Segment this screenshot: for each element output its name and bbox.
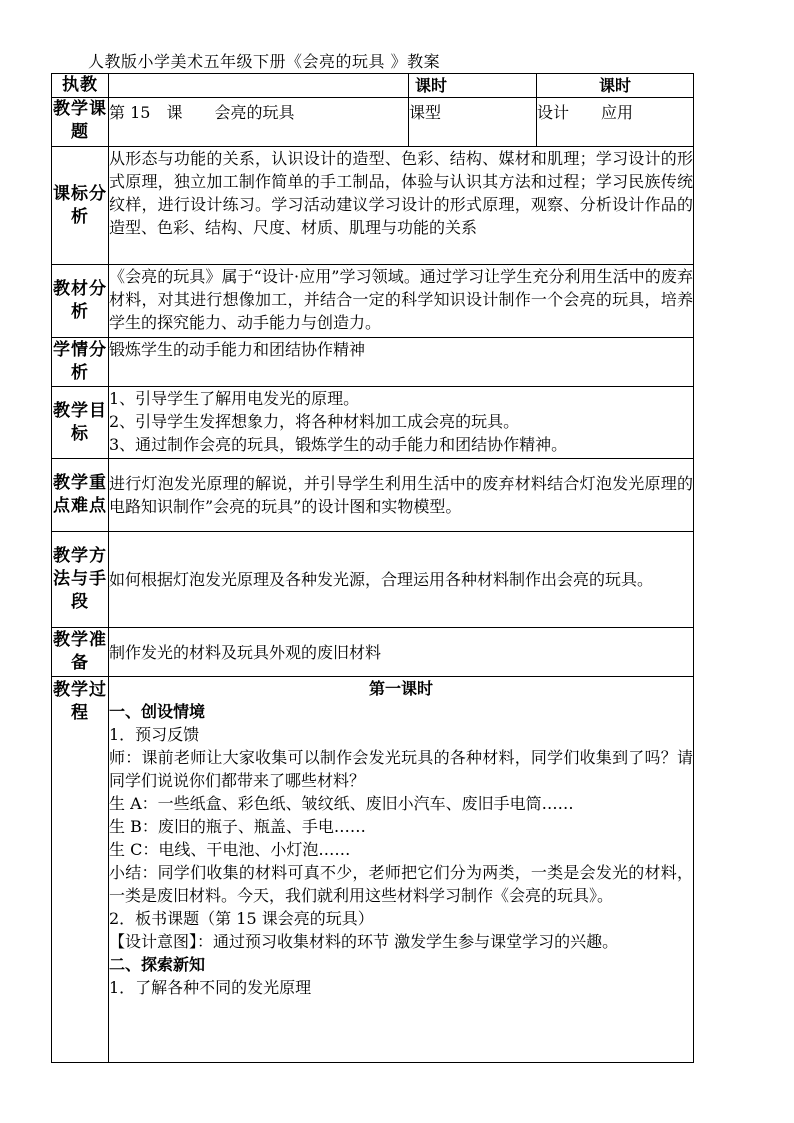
- curriculum-analysis-row: [52, 147, 694, 265]
- goal-item: 1、引导学生了解用电发光的原理。: [109, 389, 360, 408]
- textbook-analysis-row: [52, 265, 694, 338]
- goal-item: 2、引导学生发挥想象力，将各种材料加工成会亮的玩具。: [109, 412, 520, 431]
- section-text: 从形态与功能的关系，认识设计的造型、色彩、结构、媒材和肌理；学习设计的形式原理，独立加工制作简单的手工制品，体验与认识其方法和过程；学习民族传统纹样，进行设计练习。学习活动建议学习设计的形式原理，观察、分析设计作品的造型、色彩、结构、尺度、材质、肌理与功能的关系: [109, 147, 694, 265]
- key-points-row: [52, 459, 694, 532]
- section-label: 教学重点难点: [52, 459, 109, 532]
- teacher-value: [109, 74, 409, 98]
- teacher-label: 执教: [52, 74, 109, 98]
- step-heading: 1．预习反馈: [109, 725, 200, 744]
- summary: 小结：同学们收集的材料可真不少，老师把它们分为两类，一类是会发光的材料，一类是废旧材料。今天，我们就利用这些材料学习制作《会亮的玩具》。: [109, 863, 693, 905]
- topic-value: 第 15 课 会亮的玩具: [109, 98, 409, 147]
- document-title: 人教版小学美术五年级下册《会亮的玩具 》教案: [88, 52, 441, 71]
- teaching-process-row: [52, 677, 694, 1063]
- step-heading: 2．板书课题（第 15 课会亮的玩具）: [109, 909, 374, 928]
- part-heading: 一、创设情境: [109, 702, 206, 721]
- dialogue-student-b: 生 B：废旧的瓶子、瓶盖、手电……: [109, 817, 366, 836]
- lesson-type-label: 课型: [409, 98, 537, 147]
- teaching-goals-row: [52, 387, 694, 459]
- section-text: 进行灯泡发光原理的解说，并引导学生利用生活中的废弃材料结合灯泡发光原理的电路知识制作”会亮的玩具”的设计图和实物模型。: [109, 459, 694, 532]
- teaching-goals: [109, 387, 694, 459]
- section-text: 锻炼学生的动手能力和团结协作精神: [109, 338, 694, 387]
- section-label: 课标分析: [52, 147, 109, 265]
- section-label: 教学方法与手段: [52, 532, 109, 628]
- section-label: 教学目标: [52, 387, 109, 459]
- section-text: 如何根据灯泡发光原理及各种发光源，合理运用各种材料制作出会亮的玩具。: [109, 532, 694, 628]
- dialogue-teacher: 师：课前老师让大家收集可以制作会发光玩具的各种材料，同学们收集到了吗？请同学们说说你们都带来了哪些材料？: [109, 748, 693, 790]
- section-label: 教学准备: [52, 628, 109, 677]
- methods-row: [52, 532, 694, 628]
- goal-item: 3、通过制作会亮的玩具，锻炼学生的动手能力和团结协作精神。: [109, 435, 568, 454]
- teaching-process-content: [109, 677, 694, 1063]
- step-heading: 1．了解各种不同的发光原理: [109, 978, 312, 997]
- dialogue-student-c: 生 C：电线、干电池、小灯泡……: [109, 840, 351, 859]
- section-text: 《会亮的玩具》属于“设计·应用”学习领域。通过学习让学生充分利用生活中的废弃材料，对其进行想像加工，并结合一定的科学知识设计制作一个会亮的玩具，培养学生的探究能力、动手能力与创造力。: [109, 265, 694, 338]
- lesson-type-value: 设计 应用: [537, 98, 694, 147]
- student-analysis-row: [52, 338, 694, 387]
- period-value: 课时: [537, 74, 694, 98]
- part-heading: 二、探索新知: [109, 955, 206, 974]
- lesson-plan-table: [51, 73, 694, 1063]
- lesson-heading: 第一课时: [368, 679, 433, 698]
- section-text: 制作发光的材料及玩具外观的废旧材料: [109, 628, 694, 677]
- dialogue-student-a: 生 A：一些纸盒、彩色纸、皱纹纸、废旧小汽车、废旧手电筒……: [109, 794, 574, 813]
- preparation-row: [52, 628, 694, 677]
- section-label: 学情分析: [52, 338, 109, 387]
- header-row: [52, 74, 694, 98]
- period-label: 课时: [409, 74, 537, 98]
- design-intent: 【设计意图】：通过预习收集材料的环节 激发学生参与课堂学习的兴趣。: [109, 932, 619, 951]
- topic-label: 教学课题: [52, 98, 109, 147]
- topic-row: [52, 98, 694, 147]
- section-label: 教学过程: [52, 677, 109, 1063]
- section-label: 教材分析: [52, 265, 109, 338]
